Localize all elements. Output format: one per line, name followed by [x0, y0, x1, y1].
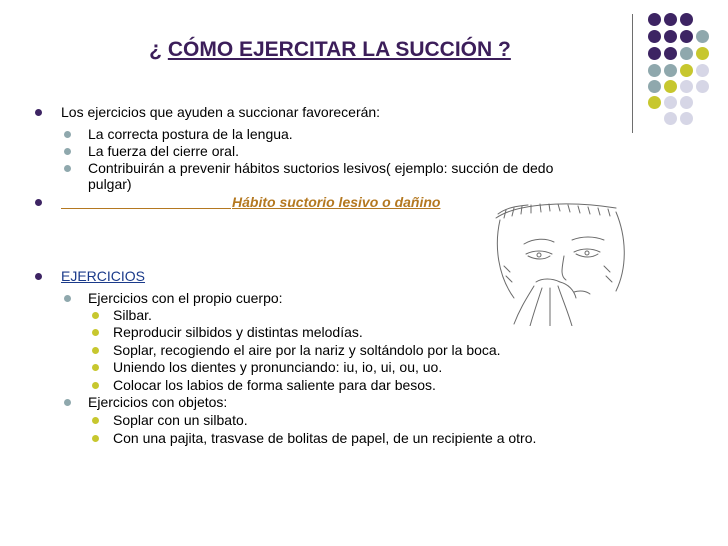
intro-text: Los ejercicios que ayuden a succionar favorecerán: — [61, 104, 381, 120]
child-sucking-thumb-sketch-icon — [476, 196, 636, 326]
intro-item-continuation: pulgar) — [88, 176, 132, 192]
exercise-item: Con una pajita, trasvase de bolitas de papel, de un recipiente a otro. — [113, 430, 537, 446]
exercise-item: Reproducir silbidos y distintas melodías. — [113, 324, 363, 340]
bullet-icon — [35, 109, 42, 116]
intro-item: La correcta postura de la lengua. — [88, 126, 293, 142]
bullet-icon — [92, 329, 99, 336]
bullet-icon — [92, 382, 99, 389]
exercise-item: Colocar los labios de forma saliente para dar besos. — [113, 377, 436, 393]
exercise-item: Soplar, recogiendo el aire por la nariz y soltándolo por la boca. — [113, 342, 501, 358]
exercises-heading-link[interactable]: EJERCICIOS — [61, 268, 146, 284]
exercise-item: Silbar. — [113, 307, 152, 323]
bullet-icon — [92, 347, 99, 354]
exercise-item: Soplar con un silbato. — [113, 412, 248, 428]
exercise-item: Uniendo los dientes y pronunciando: iu, io, ui, ou, uo. — [113, 359, 443, 375]
intro-item: La fuerza del cierre oral. — [88, 143, 239, 159]
bullet-icon — [92, 435, 99, 442]
habit-link[interactable]: Hábito suctorio lesivo o dañino — [232, 194, 441, 210]
bullet-icon — [92, 417, 99, 424]
bullet-icon — [64, 165, 71, 172]
title-text: CÓMO EJERCITAR LA SUCCIÓN ? — [167, 38, 511, 61]
title-prefix: ¿ — [149, 38, 162, 61]
bullet-icon — [92, 312, 99, 319]
link-underline — [61, 208, 231, 209]
bullet-icon — [35, 199, 42, 206]
bullet-icon — [64, 399, 71, 406]
body-group-label: Ejercicios con el propio cuerpo: — [88, 290, 283, 306]
bullet-icon — [92, 364, 99, 371]
intro-item: Contribuirán a prevenir hábitos suctorios lesivos( ejemplo: succión de dedo — [88, 160, 554, 176]
bullet-icon — [64, 148, 71, 155]
bullet-icon — [64, 295, 71, 302]
bullet-icon — [35, 273, 42, 280]
bullet-icon — [64, 131, 71, 138]
object-group-label: Ejercicios con objetos: — [88, 394, 228, 410]
